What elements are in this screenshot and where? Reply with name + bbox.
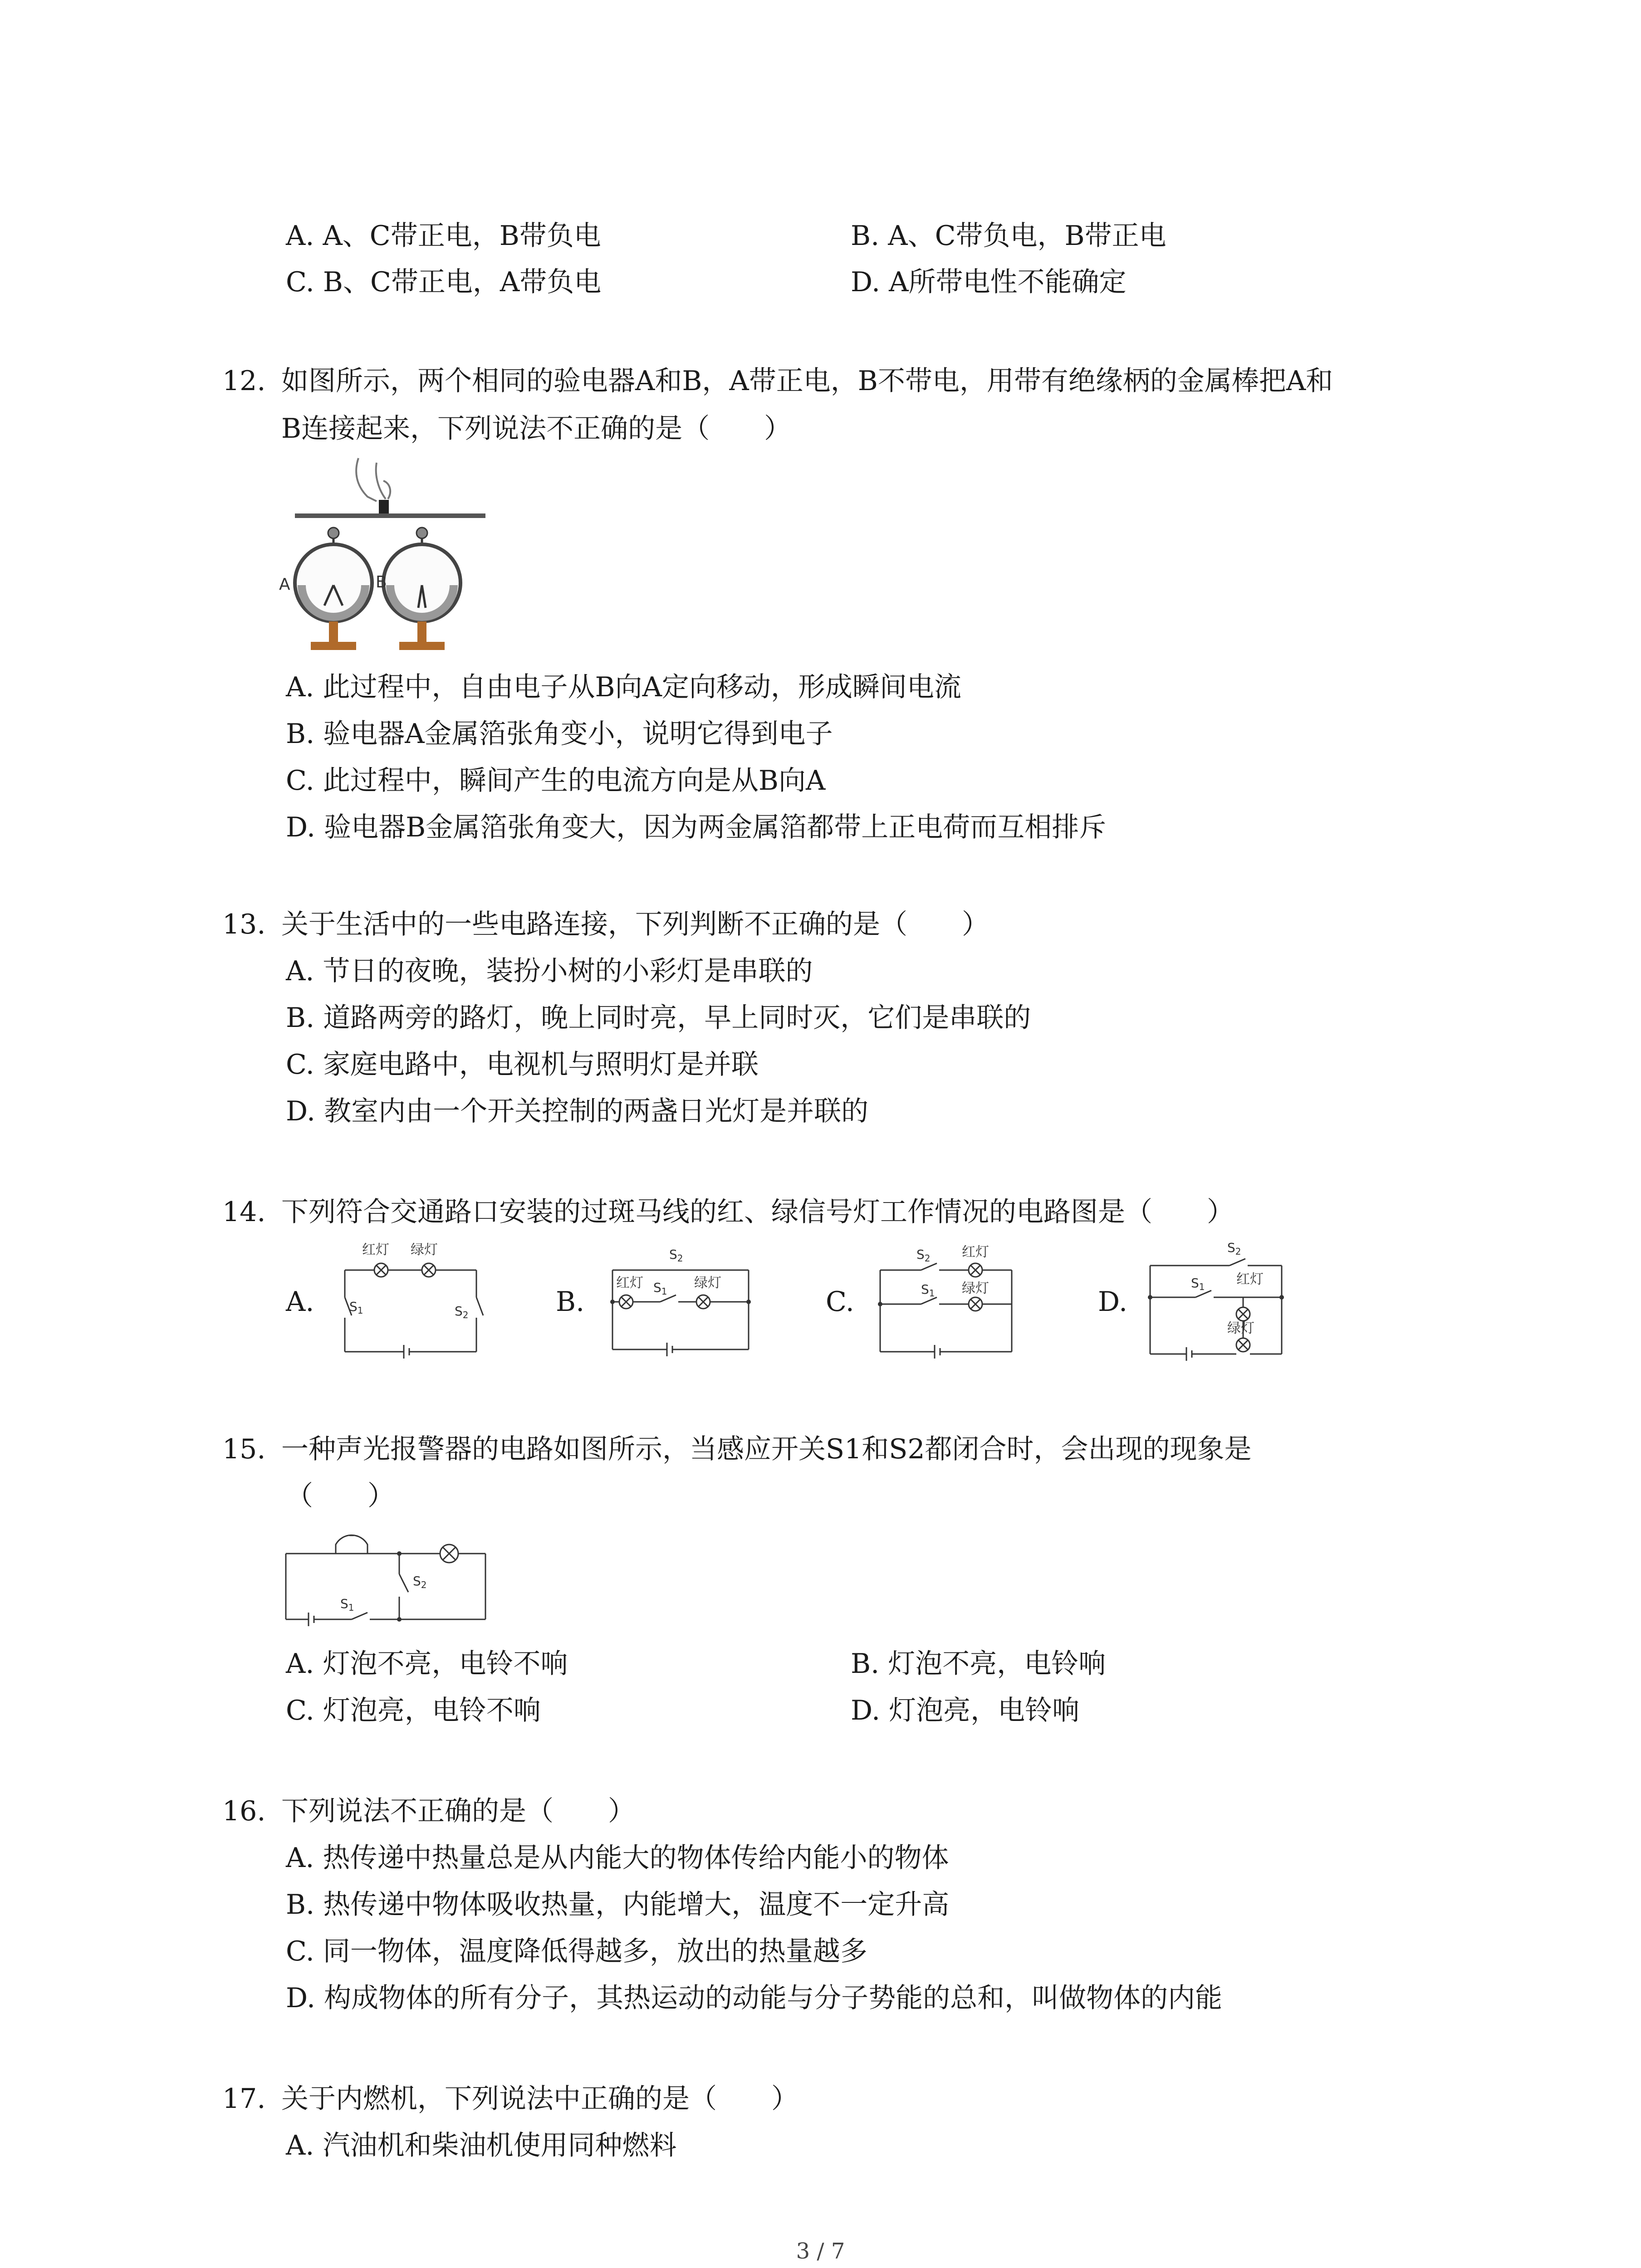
q14d-green-label: 绿灯 [1227,1320,1254,1336]
q15-option-b: B. 灯泡不亮，电铃响 [851,1648,1106,1680]
q14-choice-d-letter: D. [1098,1286,1128,1318]
q14-circuit-a [336,1234,490,1370]
q14a-green-label: 绿灯 [411,1242,438,1258]
q13-option-d: D. 教室内由一个开关控制的两盏日光灯是并联的 [286,1095,869,1127]
electroscope-figure [277,449,495,665]
q17-number: 17. [222,2083,266,2115]
q17-option-a: A. 汽油机和柴油机使用同种燃料 [286,2130,677,2161]
q13-option-c: C. 家庭电路中，电视机与照明灯是并联 [286,1049,759,1080]
q12-option-a: A. 此过程中，自由电子从B向A定向移动，形成瞬间电流 [286,671,961,703]
q14-stem: 下列符合交通路口安装的过斑马线的红、绿信号灯工作情况的电路图是（ ） [281,1196,1234,1228]
q16-stem: 下列说法不正确的是（ ） [281,1795,635,1827]
q11-option-d: D. A所带电性不能确定 [851,266,1127,298]
q14c-green-label: 绿灯 [962,1281,989,1296]
q14-choice-b-letter: B. [556,1286,585,1318]
q11-option-c: C. B、C带正电，A带负电 [286,266,602,298]
q16-option-d: D. 构成物体的所有分子，其热运动的动能与分子势能的总和，叫做物体的内能 [286,1982,1223,2014]
q11-option-b: B. A、C带负电，B带正电 [851,220,1166,252]
q15-s1-label: $S_1$ [340,1596,354,1613]
q14b-green-label: 绿灯 [694,1275,721,1291]
q14c-red-label: 红灯 [962,1244,989,1260]
q14d-s2-label: $S_2$ [1227,1240,1241,1257]
q16-option-c: C. 同一物体，温度降低得越多，放出的热量越多 [286,1936,867,1967]
q15-stem-line2: （ ） [286,1480,395,1512]
q13-option-a: A. 节日的夜晚，装扮小树的小彩灯是串联的 [286,955,813,987]
q14c-s1-label: $S_1$ [921,1282,935,1299]
q16-option-a: A. 热传递中热量总是从内能大的物体传给内能小的物体 [286,1842,949,1874]
q14b-s1-label: $S_1$ [653,1280,667,1297]
q15-option-d: D. 灯泡亮，电铃响 [851,1695,1080,1726]
q15-number: 15. [222,1433,266,1465]
q14-circuit-d [1141,1234,1295,1370]
q14a-s2-label: $S_2$ [455,1304,469,1320]
q17-stem: 关于内燃机，下列说法中正确的是（ ） [281,2083,798,2115]
q15-circuit [277,1517,495,1631]
q14b-s2-label: $S_2$ [669,1247,683,1264]
q12-stem-line1: 如图所示，两个相同的验电器A和B，A带正电，B不带电，用带有绝缘柄的金属棒把A和 [281,365,1333,397]
electroscope-label-a: A [279,575,290,594]
q16-number: 16. [222,1795,266,1827]
q14a-s1-label: $S_1$ [349,1299,363,1316]
q12-number: 12. [222,365,266,397]
page-number: 3 / 7 [796,2239,845,2264]
q15-option-a: A. 灯泡不亮，电铃不响 [286,1648,568,1680]
q12-option-b: B. 验电器A金属箔张角变小，说明它得到电子 [286,718,833,750]
q14-circuit-c [871,1234,1025,1370]
q14d-s1-label: $S_1$ [1191,1276,1205,1292]
q13-stem: 关于生活中的一些电路连接，下列判断不正确的是（ ） [281,909,989,940]
q14d-red-label: 红灯 [1236,1271,1264,1287]
q14c-s2-label: $S_2$ [916,1247,931,1264]
q11-option-a: A. A、C带正电，B带负电 [286,220,601,252]
q14-choice-c-letter: C. [826,1286,854,1318]
q12-option-c: C. 此过程中，瞬间产生的电流方向是从B向A [286,765,826,797]
q14-circuit-b [603,1234,758,1370]
q15-s2-label: $S_2$ [413,1574,427,1590]
q13-number: 13. [222,909,266,940]
q14-number: 14. [222,1196,266,1228]
q15-option-c: C. 灯泡亮，电铃不响 [286,1695,541,1726]
q13-option-b: B. 道路两旁的路灯，晚上同时亮，早上同时灭，它们是串联的 [286,1002,1031,1034]
q12-option-d: D. 验电器B金属箔张角变大，因为两金属箔都带上正电荷而互相排斥 [286,811,1107,843]
q14a-red-label: 红灯 [362,1242,389,1258]
q14b-red-label: 红灯 [616,1275,643,1291]
q15-stem: 一种声光报警器的电路如图所示，当感应开关S1和S2都闭合时，会出现的现象是 [281,1433,1252,1465]
q14-choice-a-letter: A. [286,1286,314,1318]
q12-stem-line2: B连接起来，下列说法不正确的是（ ） [281,413,792,445]
electroscope-label-b: B [376,573,387,591]
q16-option-b: B. 热传递中物体吸收热量，内能增大，温度不一定升高 [286,1889,950,1921]
